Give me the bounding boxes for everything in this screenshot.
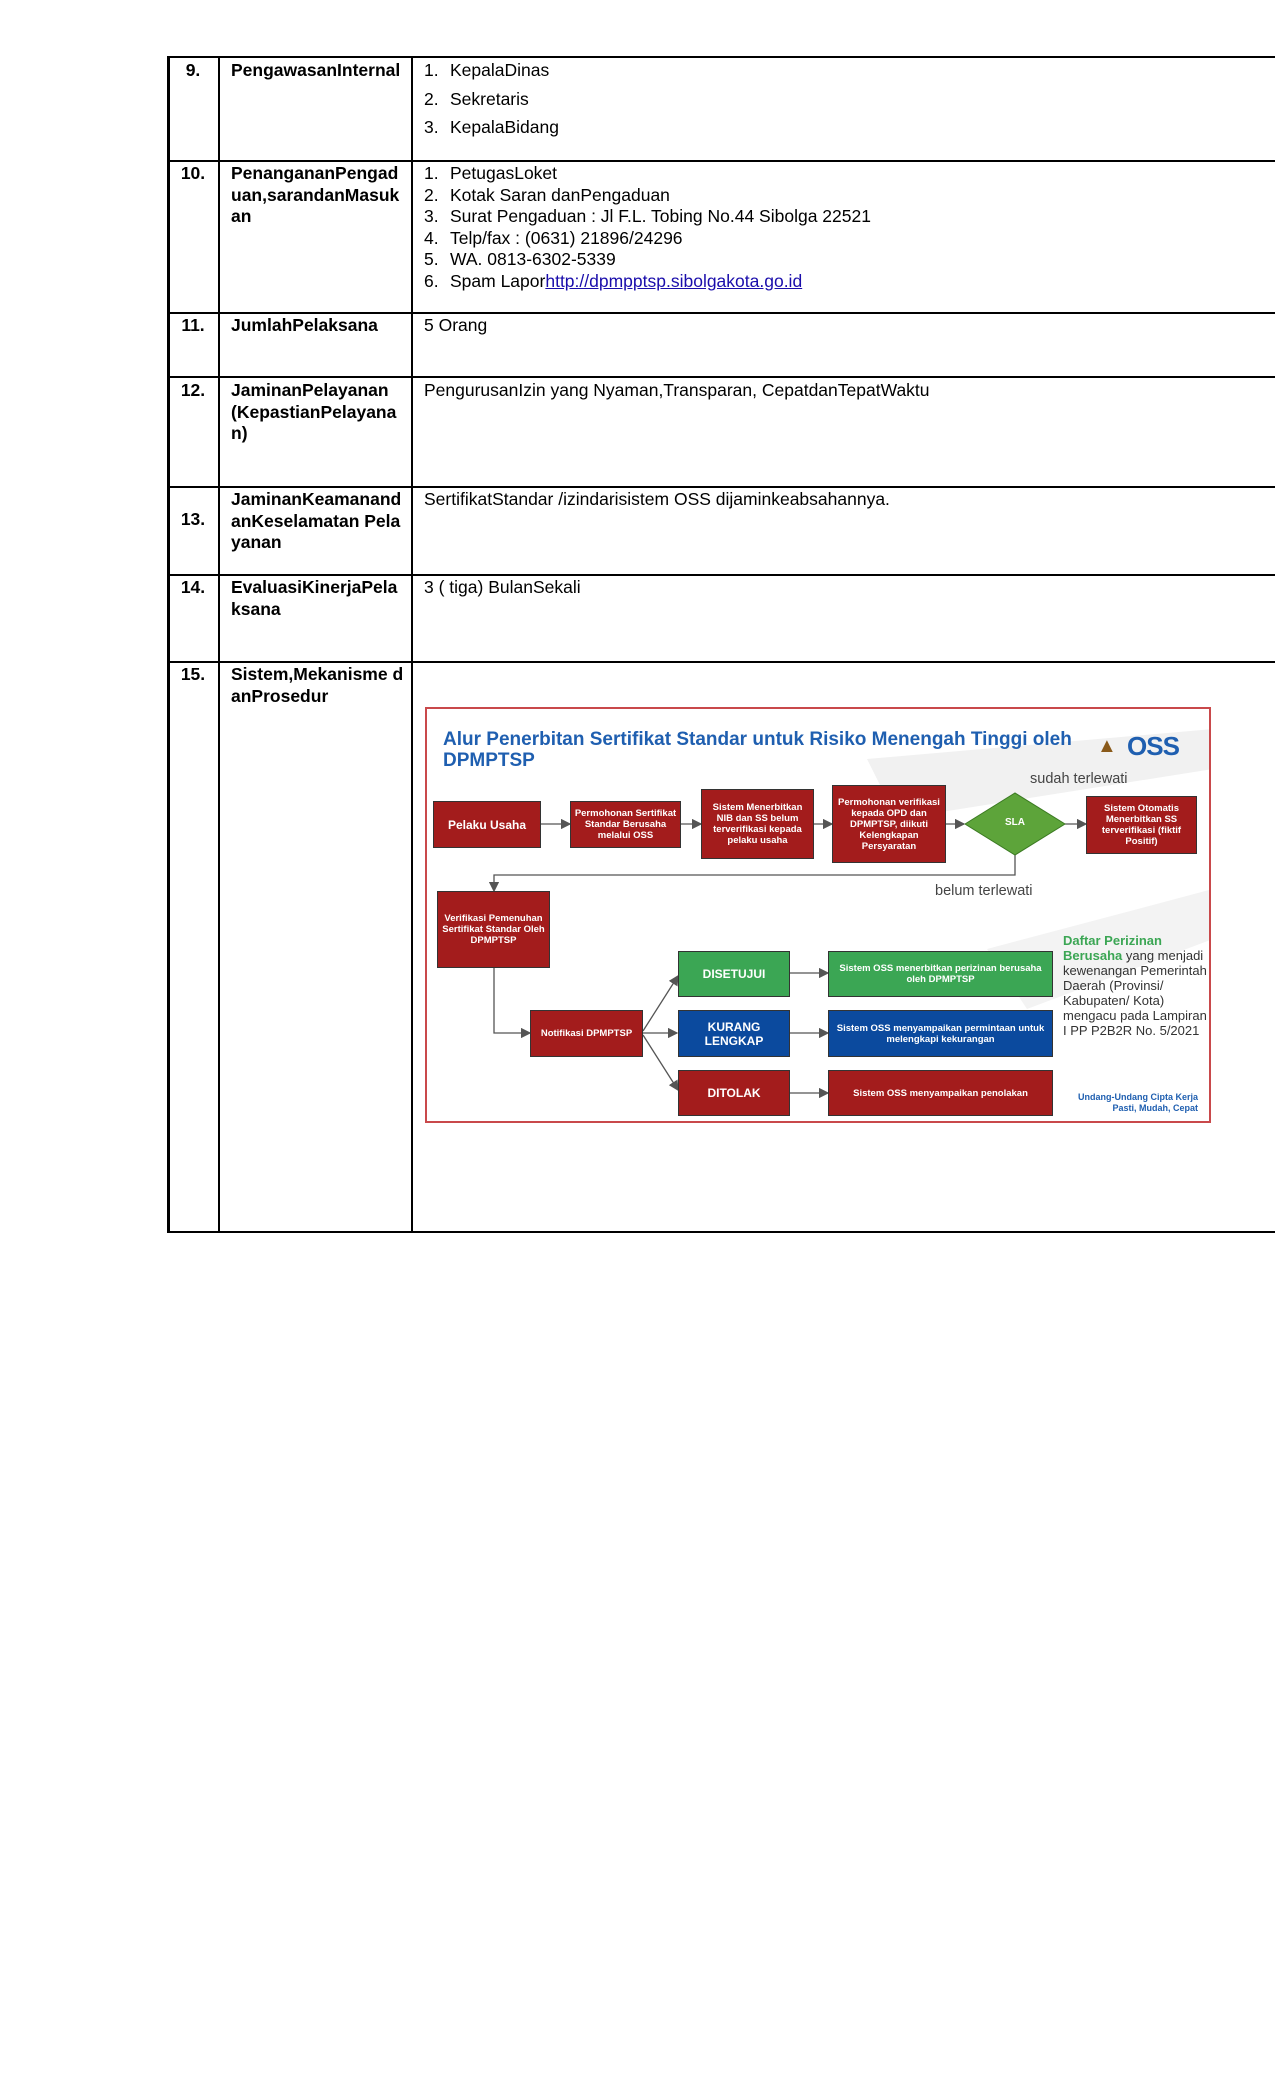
footer-line-1: Undang-Undang Cipta Kerja <box>1077 1092 1198 1102</box>
outcome-tolak-box: Sistem OSS menyampaikan penolakan <box>828 1070 1053 1116</box>
perizinan-note <box>1063 933 1211 1038</box>
row-content <box>424 60 1264 146</box>
row-number: 10. <box>180 163 206 183</box>
list-item: 3. KepalaBidang <box>424 117 559 137</box>
belum-terlewati-label: belum terlewati <box>935 883 1033 899</box>
flowchart-title: Alur Penerbitan Sertifikat Standar untuk Risiko Menengah Tinggi oleh DPMPTSP <box>443 729 1072 771</box>
oss-logo-text: OSS <box>1127 731 1179 761</box>
row-divider <box>167 160 1275 162</box>
row-label: PengawasanInternal <box>231 60 401 80</box>
notifikasi-box: Notifikasi DPMPTSP <box>530 1010 643 1057</box>
column-divider <box>218 56 220 1233</box>
sudah-terlewati-label: sudah terlewati <box>1030 771 1128 787</box>
row-label: Sistem,Mekanisme danProsedur <box>231 664 404 706</box>
row-divider <box>167 376 1275 378</box>
perizinan-note-highlight: Daftar Perizinan Berusaha <box>1063 933 1162 963</box>
row-number: 9. <box>185 60 201 80</box>
row-label: JaminanPelayanan (KepastianPelayanan) <box>231 380 397 443</box>
sistem-otomatis-box: Sistem Otomatis Menerbitkan SS terverifikasi (fiktif Positif) <box>1086 796 1197 854</box>
row-number: 11. <box>181 315 205 335</box>
row-number: 15. <box>180 664 206 684</box>
row-number: 14. <box>180 577 206 597</box>
disetujui-box: DISETUJUI <box>678 951 790 997</box>
footer-tagline <box>1063 1092 1198 1114</box>
row-label: EvaluasiKinerjaPelaksana <box>231 577 398 619</box>
lapor-link[interactable]: http://dpmpptsp.sibolgakota.go.id <box>545 270 803 291</box>
footer-line-2: Pasti, Mudah, Cepat <box>1112 1103 1198 1113</box>
sistem-nib-box: Sistem Menerbitkan NIB dan SS belum terverifikasi kepada pelaku usaha <box>701 789 814 859</box>
row-label: JumlahPelaksana <box>231 315 378 335</box>
list-item: 2. Kotak Saran danPengaduan <box>424 184 670 205</box>
row-content: 3 ( tiga) BulanSekali <box>424 577 581 597</box>
row-number: 12. <box>180 380 206 400</box>
row-number: 13. <box>180 509 206 529</box>
row-label: PenangananPengaduan,sarandanMasukan <box>231 163 400 226</box>
list-item: 6. Spam Laporhttp://dpmpptsp.sibolgakota.go.id <box>424 270 803 291</box>
permohonan-box: Permohonan Sertifikat Standar Berusaha melalui OSS <box>570 801 681 848</box>
oss-logo <box>1097 731 1197 763</box>
row-divider <box>167 486 1275 488</box>
pelaku-usaha-box: Pelaku Usaha <box>433 801 541 848</box>
column-divider <box>411 56 413 1233</box>
row-content: PengurusanIzin yang Nyaman,Transparan, CepatdanTepatWaktu <box>424 380 930 400</box>
kurang-lengkap-box: KURANG LENGKAP <box>678 1010 790 1057</box>
list-item: 1. KepalaDinas <box>424 60 550 80</box>
list-item: 2. Sekretaris <box>424 88 529 109</box>
list-item: 1. PetugasLoket <box>424 163 558 183</box>
verifikasi-box: Verifikasi Pemenuhan Sertifikat Standar Oleh DPMPTSP <box>437 891 550 968</box>
table-bottom-border <box>167 1231 1275 1233</box>
row-divider <box>167 312 1275 314</box>
table-left-border <box>167 56 170 1233</box>
list-item: 5. WA. 0813-6302-5339 <box>424 249 616 269</box>
perizinan-note-text: yang menjadi kewenangan Pemerintah Daerah (Provinsi/ Kabupaten/ Kota) mengacu pada Lampiran I PP P2B2R No. 5/2021 <box>1063 948 1207 1038</box>
row-label: JaminanKeamanandanKeselamatan Pelayanan <box>231 489 402 552</box>
garuda-emblem-icon: ▲ <box>1097 735 1117 757</box>
outcome-kurang-box: Sistem OSS menyampaikan permintaan untuk melengkapi kekurangan <box>828 1010 1053 1057</box>
ditolak-box: DITOLAK <box>678 1070 790 1116</box>
list-item: 4. Telp/fax : (0631) 21896/24296 <box>424 227 683 248</box>
list-item: 3. Surat Pengaduan : Jl F.L. Tobing No.44 Sibolga 22521 <box>424 206 871 226</box>
table-top-border <box>167 56 1275 58</box>
row-content <box>424 163 1264 292</box>
row-content: 5 Orang <box>424 315 488 335</box>
outcome-setuju-box: Sistem OSS menerbitkan perizinan berusaha oleh DPMPTSP <box>828 951 1053 997</box>
complaint-channels-list <box>424 163 1264 292</box>
process-flowchart <box>425 707 1211 1123</box>
permohonan-verifikasi-box: Permohonan verifikasi kepada OPD dan DPMPTSP, diikuti Kelengkapan Persyaratan <box>832 785 946 863</box>
sla-label: SLA <box>1005 817 1025 828</box>
row-divider <box>167 574 1275 576</box>
officials-list <box>424 60 1264 139</box>
row-divider <box>167 661 1275 663</box>
row-content: SertifikatStandar /izindarisistem OSS dijaminkeabsahannya. <box>424 489 890 509</box>
